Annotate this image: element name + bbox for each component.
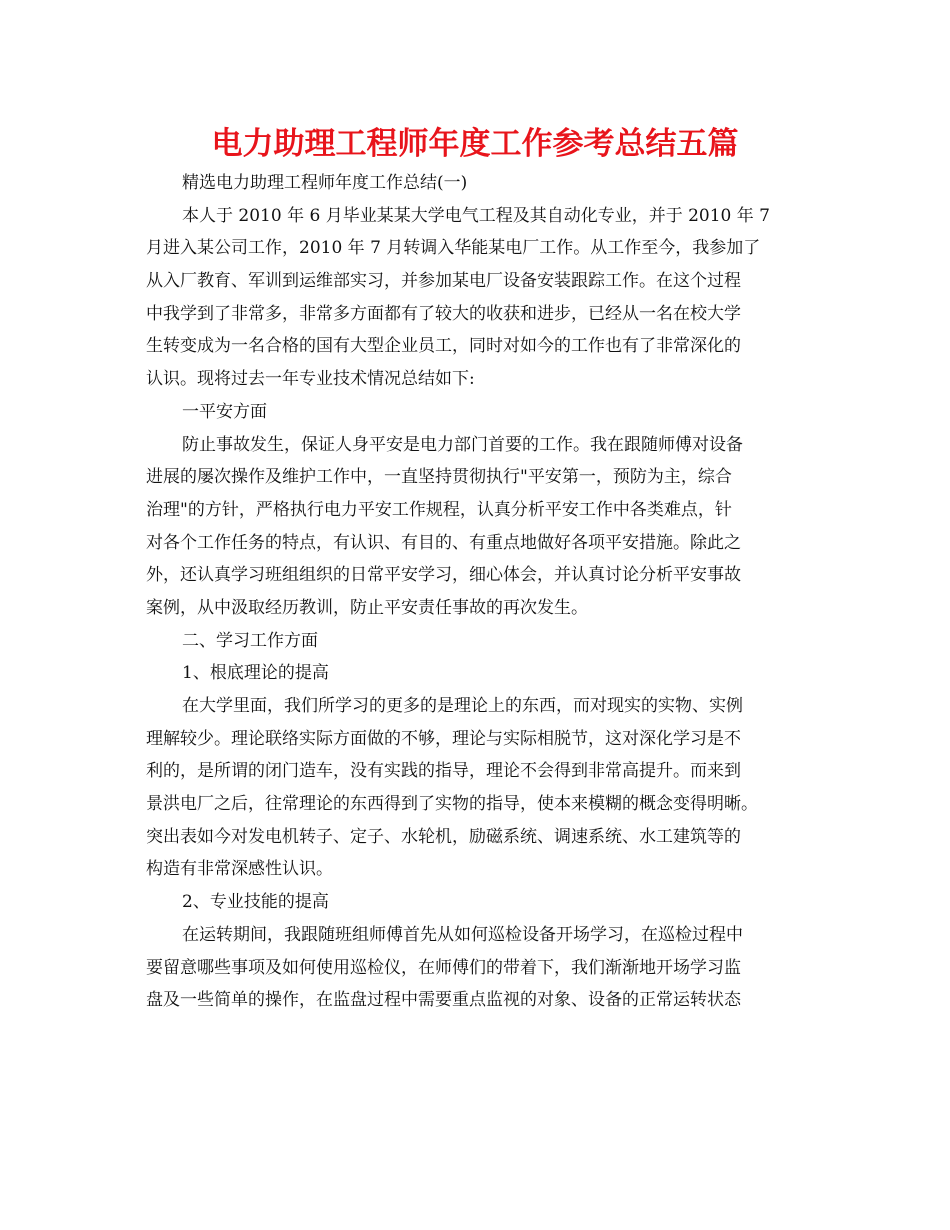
text-line: 利的，是所谓的闭门造车，没有实践的指导，理论不会得到非常高提升。而来到	[146, 761, 741, 782]
text-line: 盘及一些简单的操作，在监盘过程中需要重点监视的对象、设备的正常运转状态	[146, 990, 741, 1011]
text-line: 从入厂教育、军训到运维部实习，并参加某电厂设备安装跟踪工作。在这个过程	[146, 271, 741, 292]
text-line: 在运转期间，我跟随班组师傅首先从如何巡检设备开场学习，在巡检过程中	[182, 924, 743, 945]
text-line: 景洪电厂之后，往常理论的东西得到了实物的指导，使本来模糊的概念变得明晰。	[146, 794, 758, 815]
text-line: 突出表如今对发电机转子、定子、水轮机，励磁系统、调速系统、水工建筑等的	[146, 826, 741, 847]
text-line: 防止事故发生，保证人身平安是电力部门首要的工作。我在跟随师傅对设备	[182, 434, 743, 455]
text-line: 构造有非常深感性认识。	[146, 859, 333, 880]
text-line: 治理"的方针，严格执行电力平安工作规程，认真分析平安工作中各类难点，针	[146, 499, 732, 520]
text-line: 在大学里面，我们所学习的更多的是理论上的东西，而对现实的实物、实例	[182, 696, 743, 716]
text-line: 一平安方面	[182, 401, 267, 422]
text-line: 二、学习工作方面	[182, 630, 318, 651]
text-line: 认识。现将过去一年专业技术情况总结如下:	[146, 369, 475, 390]
text-line: 生转变成为一名合格的国有大型企业员工，同时对如今的工作也有了非常深化的	[146, 336, 741, 357]
text-line: 精选电力助理工程师年度工作总结(一)	[182, 173, 468, 193]
text-line: 月进入某公司工作，2010 年 7 月转调入华能某电厂工作。从工作至今，我参加了	[146, 238, 761, 259]
text-line: 对各个工作任务的特点，有认识、有目的、有重点地做好各项平安措施。除此之	[146, 532, 741, 553]
text-line: 1、根底理论的提高	[182, 663, 329, 684]
document-body	[146, 167, 806, 1017]
text-line: 案例，从中汲取经历教训，防止平安责任事故的再次发生。	[146, 597, 588, 618]
text-line: 中我学到了非常多，非常多方面都有了较大的收获和进步，已经从一名在校大学	[146, 303, 741, 324]
document-title: 电力助理工程师年度工作参考总结五篇	[211, 126, 739, 162]
text-line: 进展的屡次操作及维护工作中，一直坚持贯彻执行"平安第一，预防为主，综合	[146, 467, 732, 488]
text-line: 要留意哪些事项及如何使用巡检仪，在师傅们的带着下，我们渐渐地开场学习监	[146, 957, 741, 978]
text-line: 本人于 2010 年 6 月毕业某某大学电气工程及其自动化专业，并于 2010 年 7	[182, 205, 770, 226]
text-line: 理解较少。理论联络实际方面做的不够，理论与实际相脱节，这对深化学习是不	[146, 728, 741, 749]
text-line: 2、专业技能的提高	[182, 892, 329, 913]
text-line: 外，还认真学习班组组织的日常平安学习，细心体会，并认真讨论分析平安事故	[146, 565, 741, 586]
